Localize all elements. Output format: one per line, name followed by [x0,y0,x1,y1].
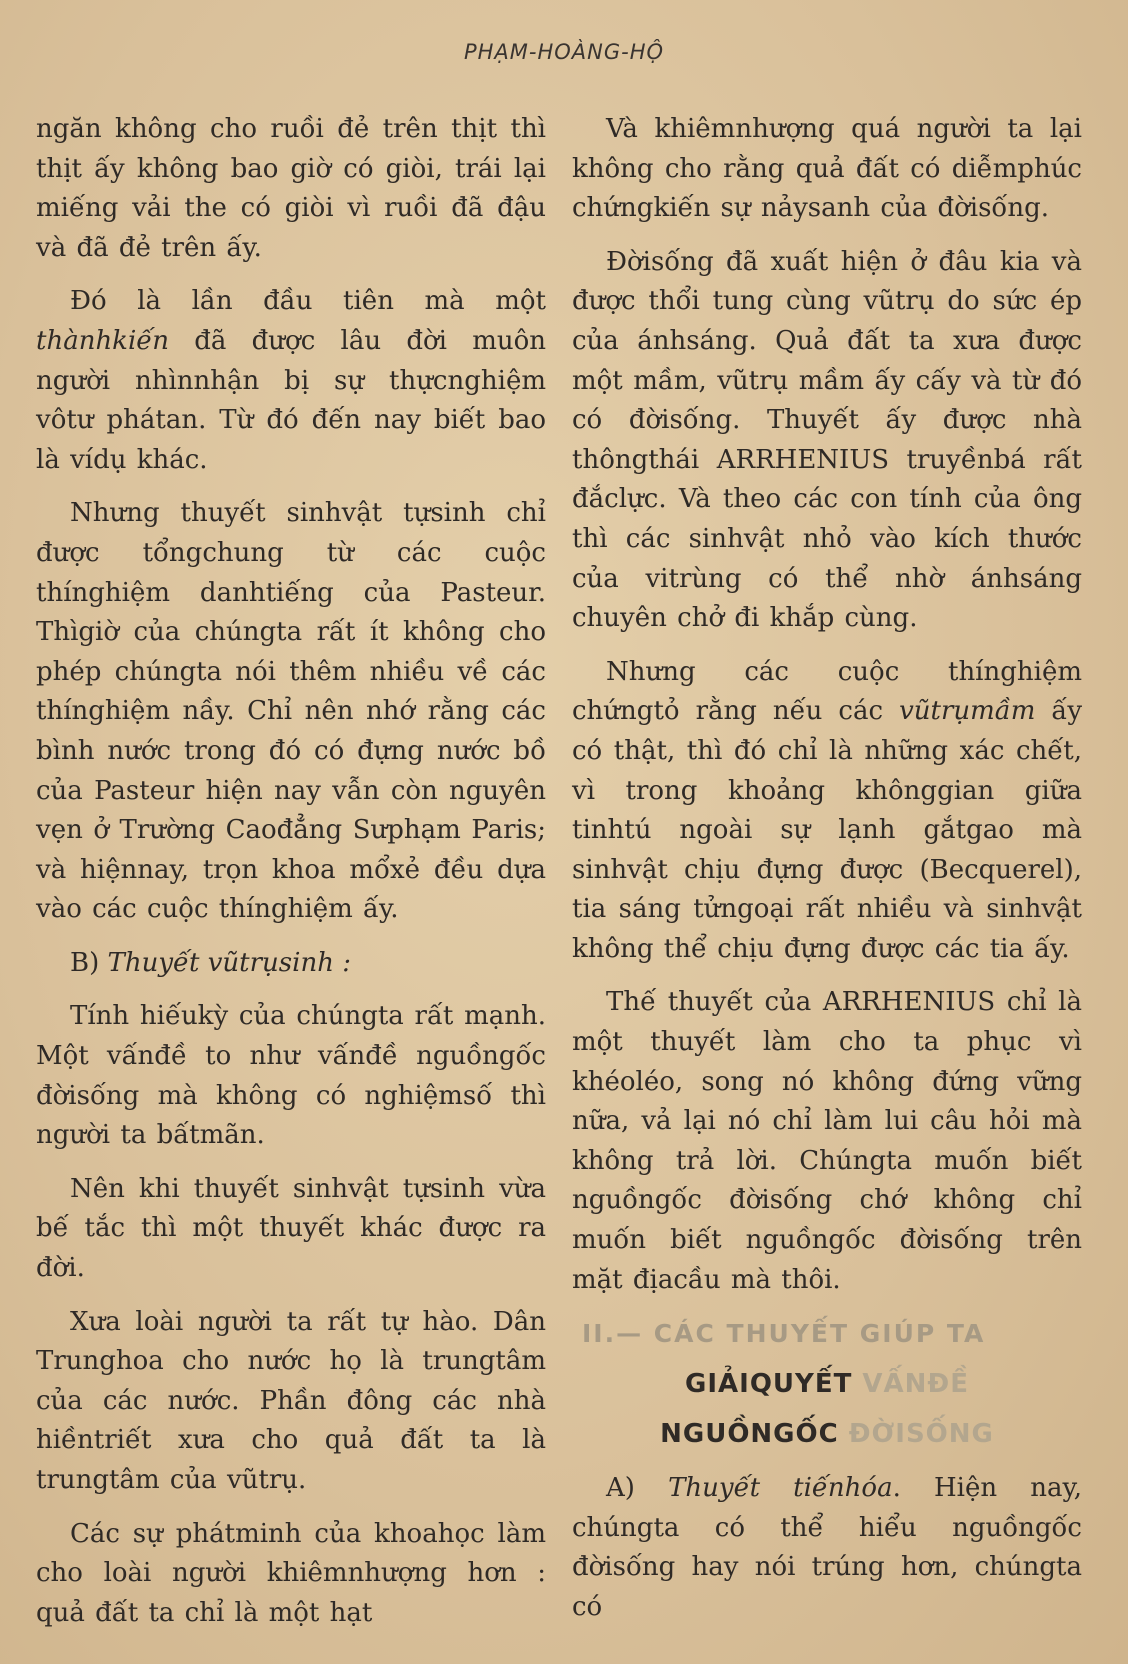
text-run: Đó là lần đầu tiên mà một [70,286,546,317]
text-run: đã được lâu đời muôn người nhìnnhận bị sự thựcnghiệm vôtư phátan. Từ đó đến nay biết bao là vídụ khác. [36,325,546,475]
section-title-text: ĐỜISỐNG [838,1419,994,1450]
subsection-title: Thuyết tiếnhóa [668,1473,893,1504]
paragraph: ngăn không cho ruồi đẻ trên thịt thì thịt ấy không bao giờ có giòi, trái lại miếng vải the có giòi vì ruồi đã đậu và đã đẻ trên ấy. [36,114,546,263]
emphasis-term: thànhkiến [36,325,169,356]
paragraph: Nhưng thuyết sinhvật tựsinh chỉ được tổngchung từ các cuộc thínghiệm danhtiếng của Pasteur. Thìgiờ của chúngta rất ít không cho phép chúngta nói thêm nhiều về các thínghiệm nầy. Chỉ nên nhớ rằng các bình nước trong đó có đựng nước bồ của Pasteur hiện nay vẫn còn nguyên vẹn ở Trường Caođẳng Sưphạm Paris; và hiệnnay, trọn khoa mổxẻ đều dựa vào các cuộc thínghiệm ấy. [36,498,546,925]
paragraph: Đờisống đã xuất hiện ở đâu kia và được thổi tung cùng vũtrụ do sức ép của ánhsáng. Quả đất ta xưa được một mầm, vũtrụ mầm ấy cấy và từ đó có đờisống. Thuyết ấy được nhà thôngthái ARRHENIUS truyềnbá rất đắclực. Và theo các con tính của ông thì các sinhvật nhỏ vào kích thước của vitrùng có thể nhờ ánhsáng chuyên chở đi khắp cùng. [572,246,1082,634]
text-run: ấy có thật, thì đó chỉ là những xác chết, vì trong khoảng khônggian giữa tinhtú ngoài sự lạnh gắtgao mà sinhvật chịu đựng được (Becquerel), tia sáng tửngoại rất nhiều và sinhvật không thể chịu đựng được các tia ấy. [572,696,1083,964]
section-number-label: II.— CÁC THUYẾT GIÚP TA [582,1319,986,1349]
paragraph [572,653,1082,970]
section-title-text: GIẢIQUYẾT [685,1369,853,1400]
page-header: PHẠM-HOÀNG-HỘ [463,40,665,64]
paragraph: Tính hiếukỳ của chúngta rất mạnh. Một vấnđề to như vấnđề nguồngốc đờisống mà không có nghiệmsố thì người ta bấtmãn. [36,1001,546,1151]
section-title-line-2 [572,1409,1082,1459]
section-title-line-1 [572,1359,1082,1409]
subsection-label: A) [606,1473,669,1504]
text-run: Nhưng các cuộc thínghiệm chứngtỏ rằng nếu các [572,656,1082,727]
paragraph: Xưa loài người ta rất tự hào. Dân Trunghoa cho nước họ là trungtâm của các nước. Phần đông các nhà hiềntriết xưa cho quả đất ta là trungtâm của vũtrụ. [36,1306,546,1495]
subsection-label: B) [70,947,108,978]
left-column [36,110,546,1633]
paragraph: Các sự phátminh của khoahọc làm cho loài người khiêmnhượng hơn : quả đất ta chỉ là một hạt [36,1518,546,1628]
section-title-text: VẤNĐỀ [852,1369,969,1400]
subsection-heading [36,944,546,984]
paragraph [36,282,546,480]
section-title-text: NGUỒNGỐC [660,1419,839,1450]
paragraph [572,1469,1082,1627]
right-column [572,110,1082,1628]
emphasis-term: vũtrụmầm [899,696,1036,727]
paragraph: Thế thuyết của ARRHENIUS chỉ là một thuyết làm cho ta phục vì khéoléo, song nó không đứng vững nữa, vả lại nó chỉ làm lui câu hỏi mà không trả lời. Chúngta muốn biết nguồngốc đờisống chớ không chỉ muốn biết nguồngốc đờisống trên mặt địacầu mà thôi. [572,987,1082,1295]
text-run: . Hiện nay, chúngta có thể hiểu nguồngốc đờisống hay nói trúng hơn, chúngta có [572,1473,1082,1622]
subsection-title: Thuyết vũtrụsinh : [107,947,351,978]
paragraph: Nên khi thuyết sinhvật tựsinh vừa bế tắc thì một thuyết khác được ra đời. [36,1173,546,1284]
paragraph: Và khiêmnhượng quá người ta lại không cho rằng quả đất có diễmphúc chứngkiến sự nảysanh của đờisống. [572,114,1082,224]
